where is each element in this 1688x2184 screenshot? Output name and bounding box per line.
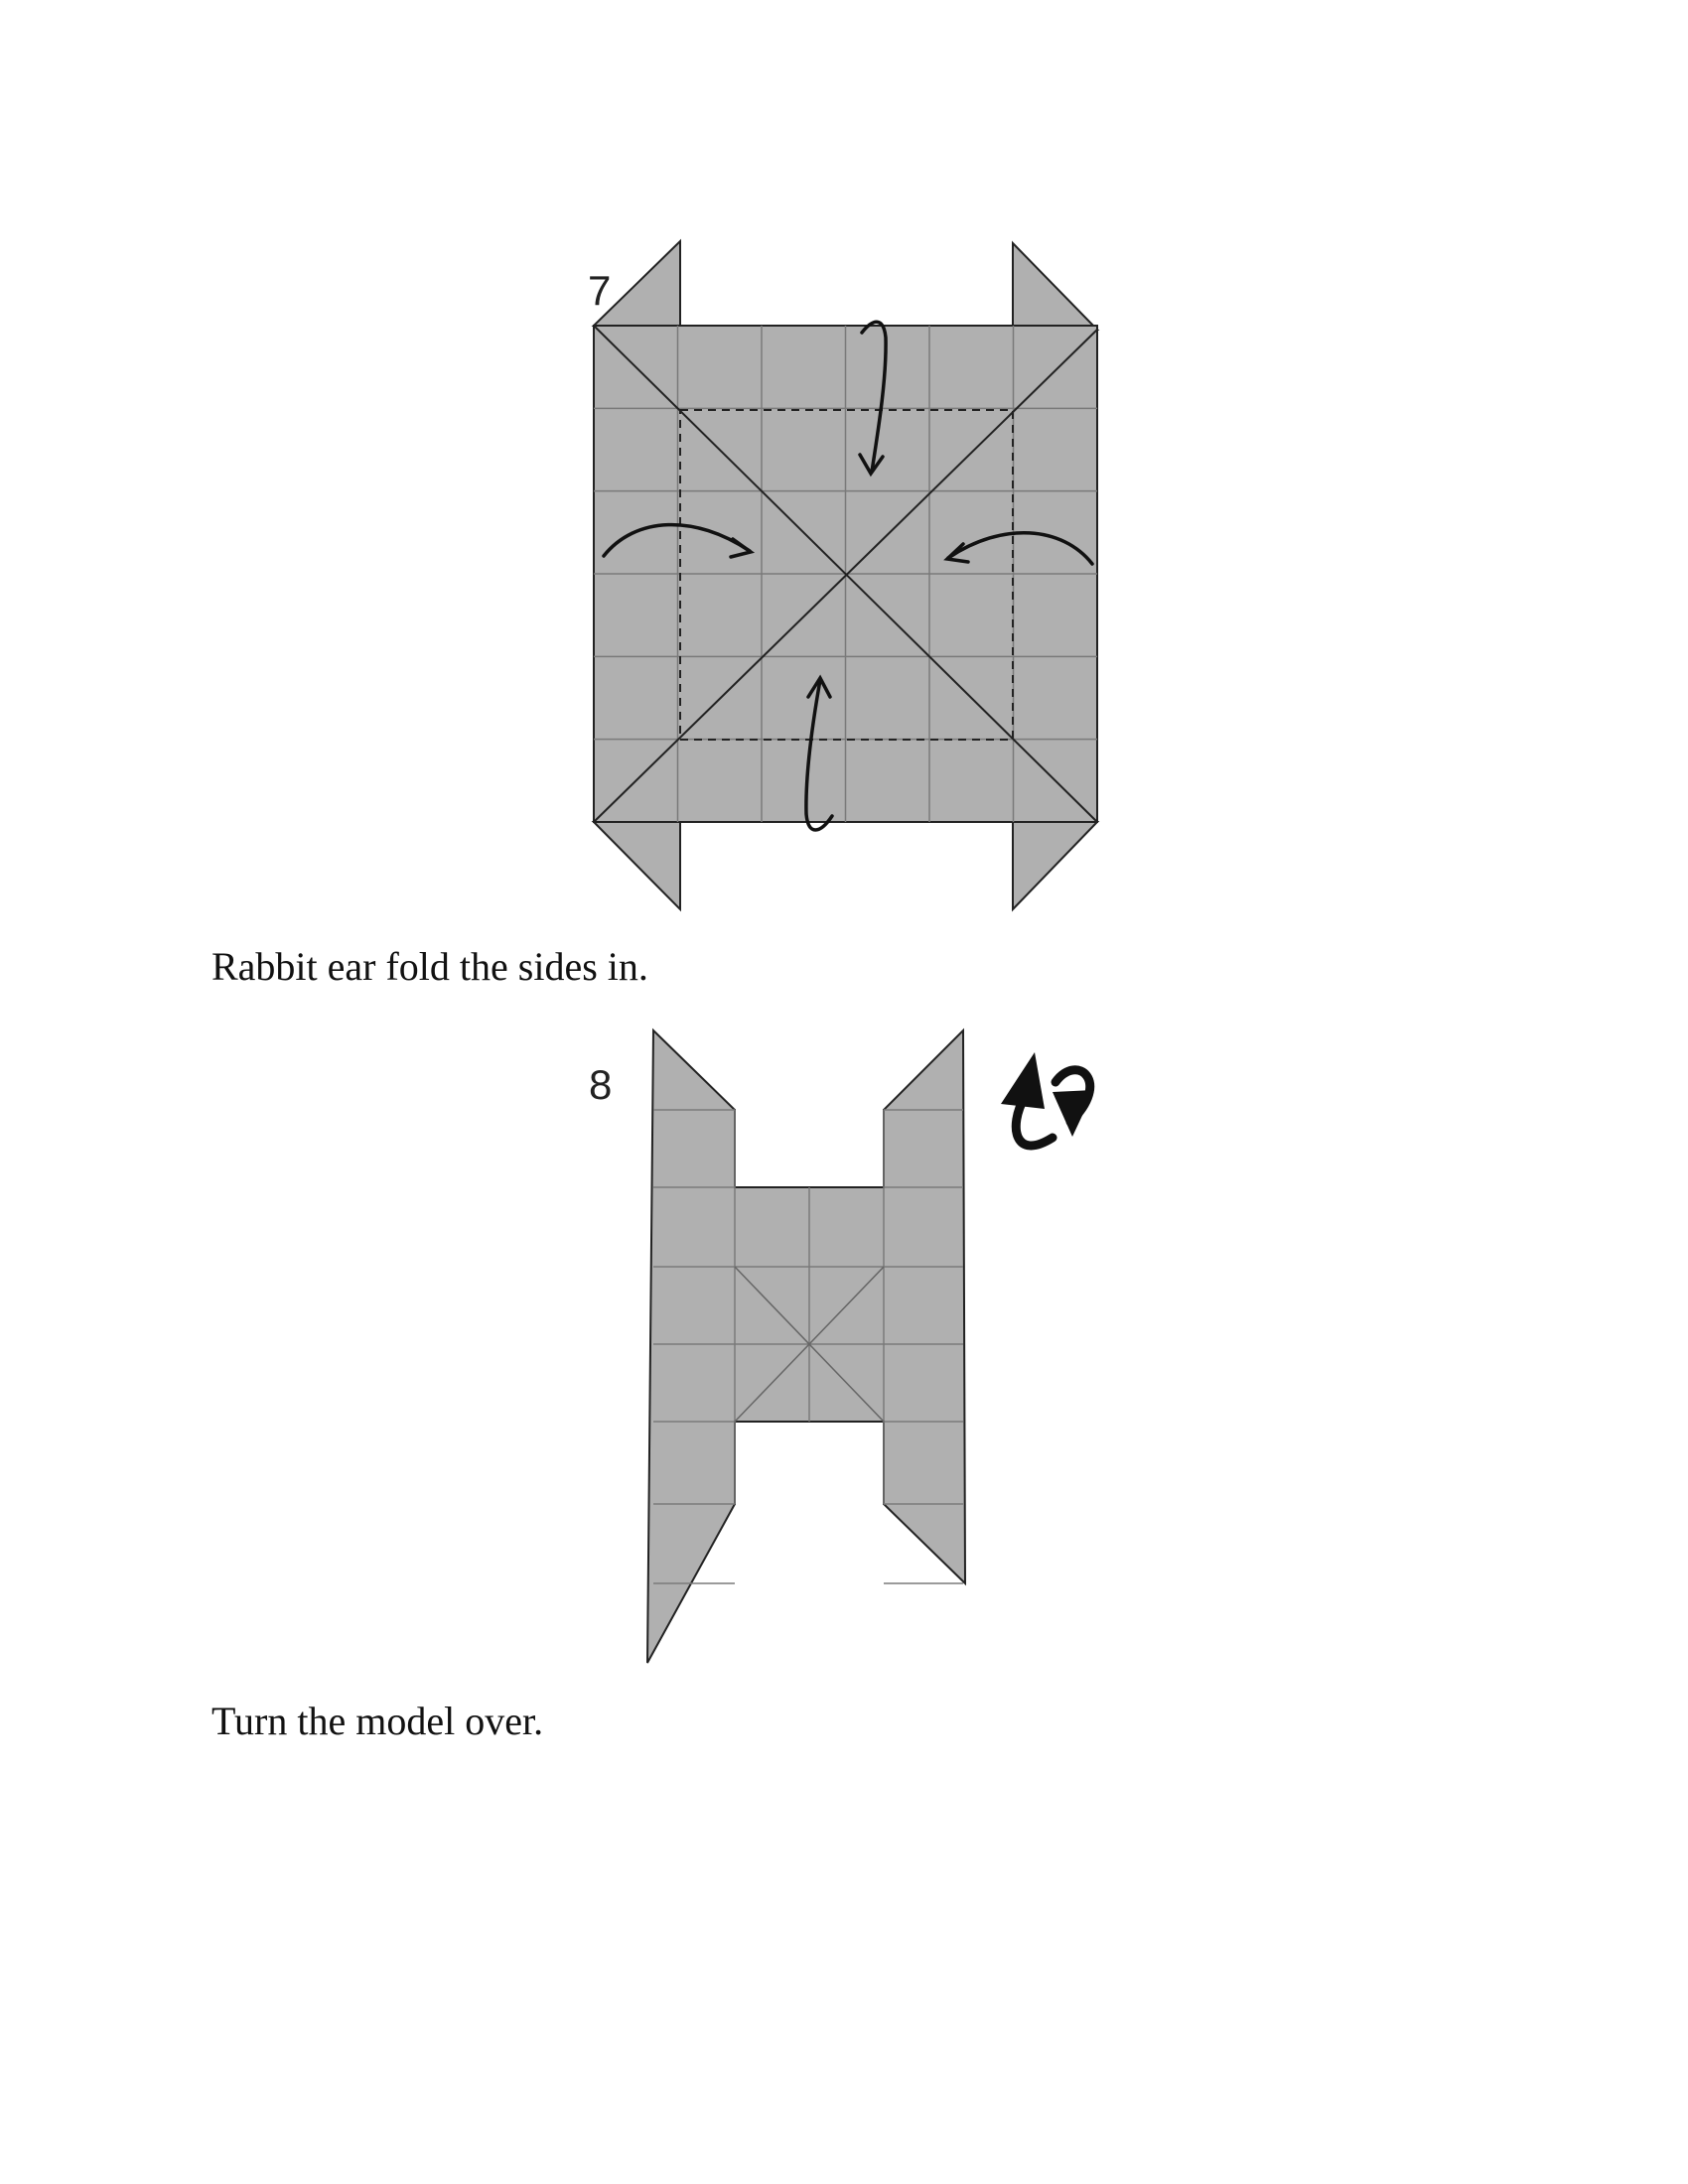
- step-7-caption: Rabbit ear fold the sides in.: [211, 944, 648, 989]
- step-8-caption: Turn the model over.: [211, 1699, 544, 1743]
- turn-over-icon: [1001, 1052, 1094, 1146]
- step-number-8: 8: [589, 1061, 613, 1108]
- step-number-7: 7: [588, 267, 612, 314]
